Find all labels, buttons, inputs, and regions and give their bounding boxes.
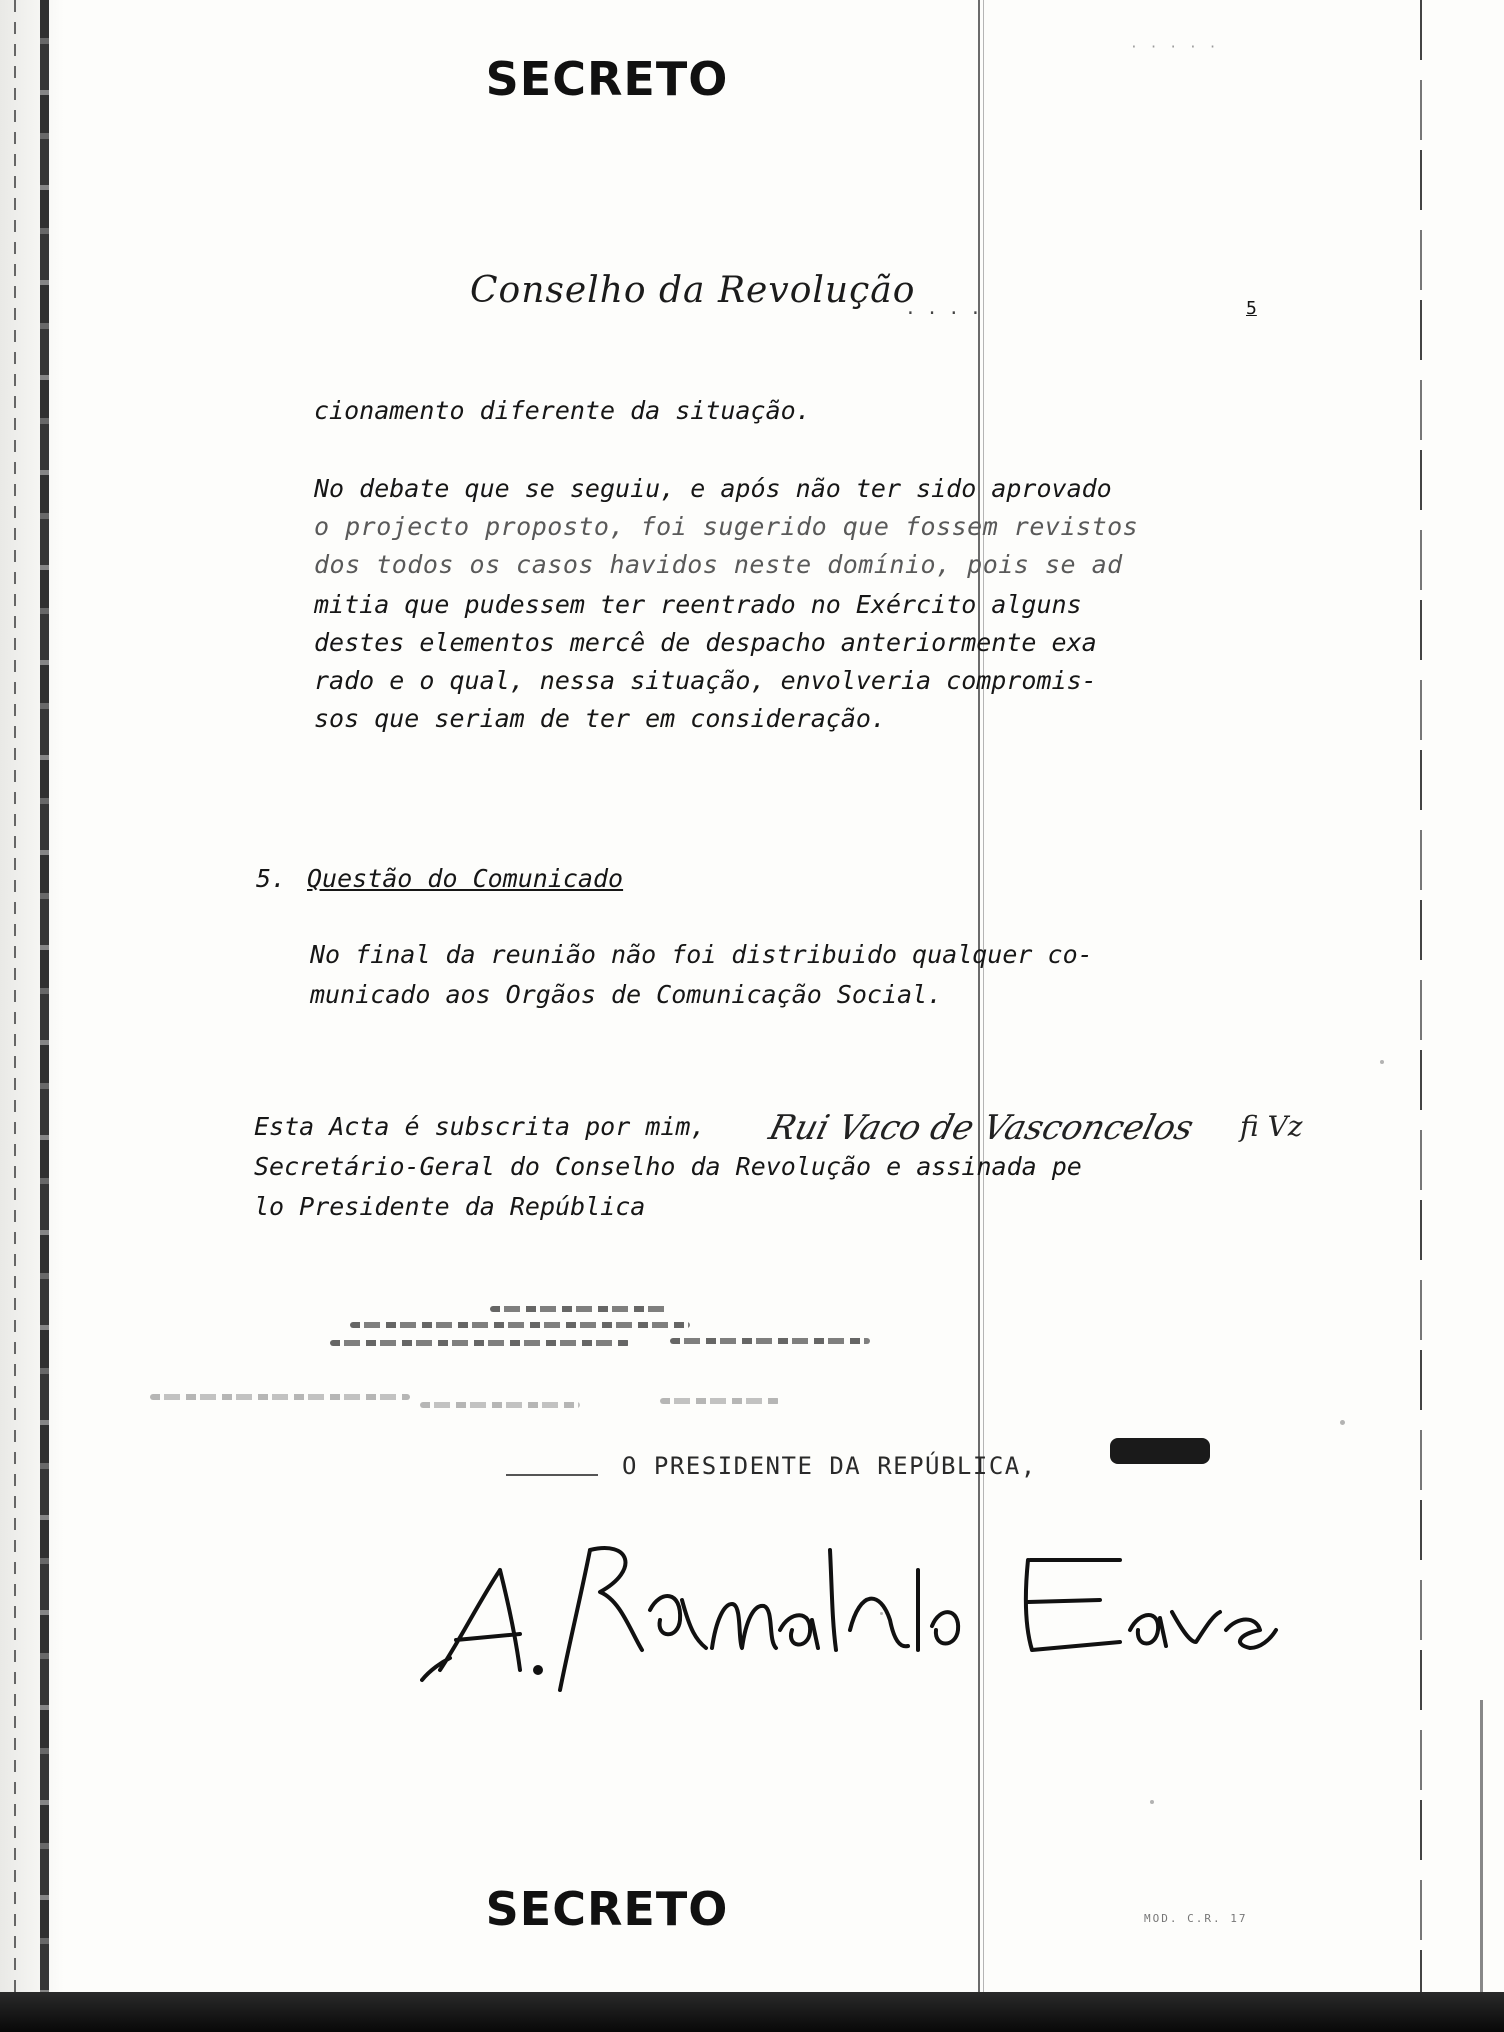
president-signature (420, 1530, 1280, 1700)
secretary-signature: Rui Vaco de Vasconcelos (765, 1108, 1198, 1148)
form-code: MOD. C.R. 17 (1144, 1912, 1248, 1925)
speck (1150, 1800, 1154, 1804)
closing-line-3: lo Presidente da República (254, 1192, 646, 1221)
section-line-2: municado aos Orgãos de Comunicação Social. (310, 980, 943, 1009)
page-number: 5 (1246, 298, 1257, 319)
classification-stamp-bottom: SECRETO (485, 1882, 729, 1936)
letterhead-dots: . . . . (905, 298, 981, 319)
binding-shadow (0, 0, 64, 2032)
debate-line-6: rado e o qual, nessa situação, envolveria compromis- (314, 666, 1097, 695)
smudge (330, 1340, 630, 1346)
president-dash (506, 1474, 598, 1476)
smudge (150, 1394, 410, 1400)
continuation-line: cionamento diferente da situação. (314, 396, 811, 425)
section-title: Questão do Comunicado (307, 864, 624, 893)
section-line-1: No final da reunião não foi distribuido qualquer co- (310, 940, 1093, 969)
binding-edge-line (40, 0, 49, 2032)
smudge (420, 1402, 580, 1408)
letterhead: Conselho da Revolução (470, 270, 916, 311)
ink-blot (1110, 1438, 1210, 1464)
classification-stamp-top: SECRETO (485, 52, 729, 106)
debate-line-3: dos todos os casos havidos neste domínio, pois se ad (314, 550, 1123, 579)
closing-line-2: Secretário-Geral do Conselho da Revolução e assinada pe (254, 1152, 1082, 1181)
debate-line-7: sos que seriam de ter em consideração. (314, 704, 886, 733)
closing-line-1: Esta Acta é subscrita por mim, (254, 1112, 706, 1141)
debate-line-2: o projecto proposto, foi sugerido que fossem revistos (314, 512, 1139, 541)
speck (1380, 1060, 1384, 1064)
smudge (670, 1338, 870, 1344)
right-page-edge (1420, 0, 1422, 2032)
smudge (490, 1306, 670, 1312)
speck (1340, 1420, 1345, 1425)
debate-line-5: destes elementos mercê de despacho anteriormente exa (314, 628, 1097, 657)
debate-line-1: No debate que se seguiu, e após não ter sido aprovado (314, 474, 1112, 503)
corner-stamp-faint: · · · · · (1130, 40, 1219, 55)
section-number: 5. (256, 864, 287, 893)
debate-line-4: mitia que pudessem ter reentrado no Exército alguns (314, 590, 1082, 619)
speck (880, 1612, 883, 1615)
president-label: O PRESIDENTE DA REPÚBLICA, (622, 1452, 1037, 1480)
scan-bottom-shadow (0, 1992, 1504, 2032)
smudge (660, 1398, 780, 1404)
secretary-signature-suffix: fi Vz (1240, 1110, 1303, 1143)
smudge (350, 1322, 690, 1328)
fold-line-shadow (983, 0, 984, 2032)
right-page-edge-lower (1480, 1700, 1483, 2032)
binding-perforation (14, 0, 16, 2032)
